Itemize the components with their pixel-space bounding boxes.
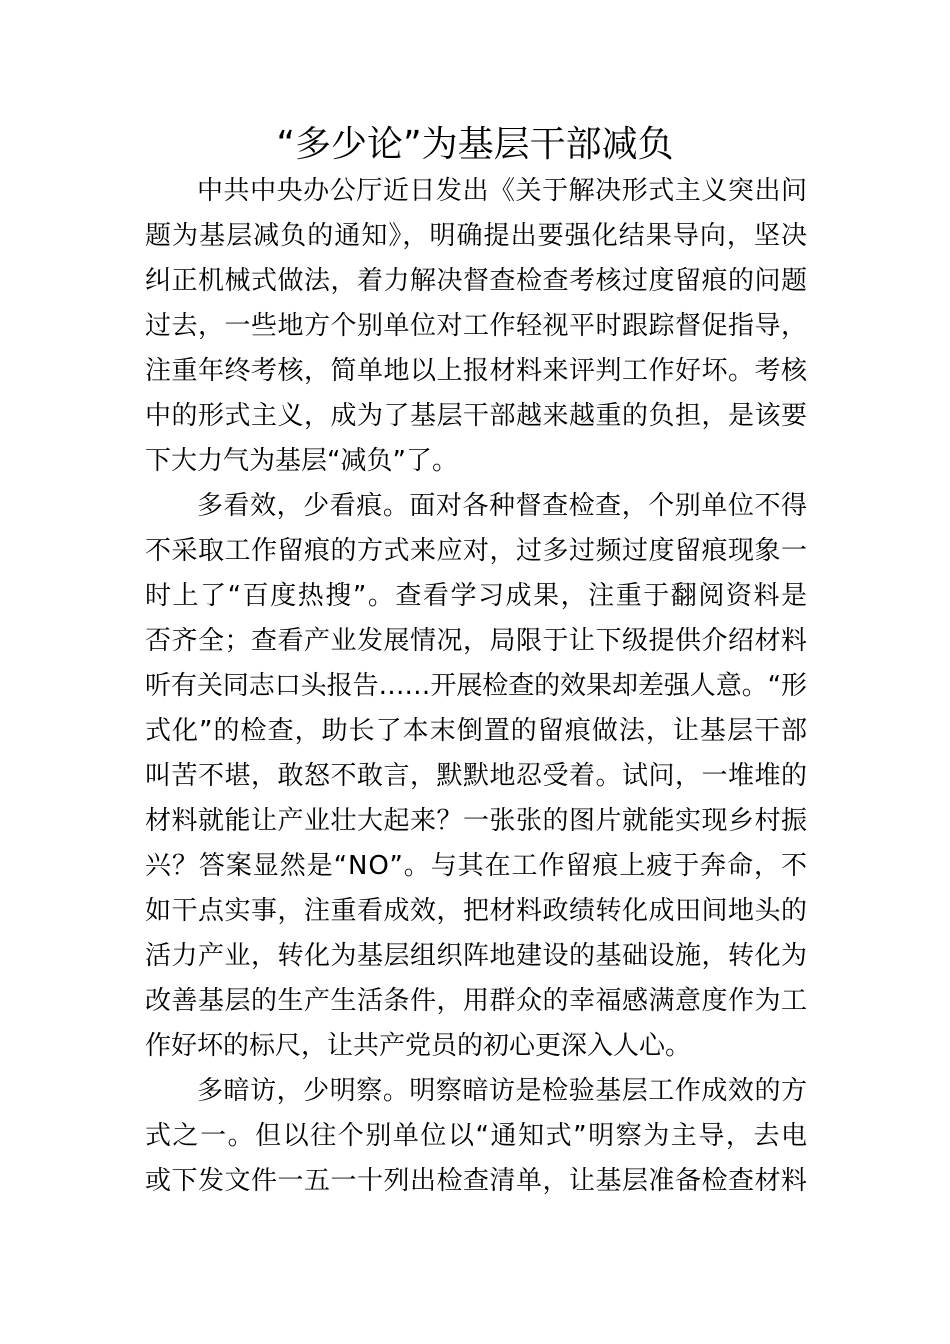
text-line (145, 1114, 807, 1159)
line-text: 式之一。但以往个别单位以“通知式”明察为主导，去电 (145, 1121, 809, 1151)
text-line (145, 304, 807, 349)
text-line (145, 934, 807, 979)
text-line (145, 574, 807, 619)
line-text: 改善基层的生产生活条件，用群众的幸福感满意度作为工 (145, 986, 808, 1016)
text-line (145, 664, 807, 709)
line-text: 不采取工作留痕的方式来应对，过多过频过度留痕现象一 (145, 536, 808, 566)
text-line (145, 709, 807, 754)
text-line (145, 799, 807, 844)
text-line (145, 1069, 807, 1114)
line-text: 多看效，少看痕。面对各种督查检查，个别单位不得 (197, 491, 808, 521)
text-line (145, 754, 807, 799)
line-text: 纠正机械式做法，着力解决督查检查考核过度留痕的问题 (145, 266, 808, 296)
line-text: 材料就能让产业壮大起来？一张张的图片就能实现乡村振 (145, 806, 808, 836)
line-text: 注重年终考核，简单地以上报材料来评判工作好坏。考核 (145, 356, 808, 386)
line-text: 兴？答案显然是“NO”。与其在工作留痕上疲于奔命，不 (145, 851, 808, 881)
paragraph (145, 1069, 807, 1204)
line-text: 题为基层减负的通知》，明确提出要强化结果导向，坚决 (145, 221, 809, 251)
line-text: 下大力气为基层“减负”了。 (145, 446, 458, 476)
line-text: 中的形式主义，成为了基层干部越来越重的负担，是该要 (145, 401, 808, 431)
text-line (145, 889, 807, 934)
text-line (145, 1024, 807, 1069)
text-line (145, 844, 807, 889)
text-line (145, 484, 807, 529)
line-text: 过去，一些地方个别单位对工作轻视平时跟踪督促指导， (145, 311, 808, 341)
text-line (145, 1159, 807, 1204)
document-body (145, 169, 807, 1204)
line-text: 作好坏的标尺，让共产党员的初心更深入人心。 (145, 1031, 692, 1061)
text-line (145, 529, 807, 574)
paragraph (145, 169, 807, 484)
document-title: “多少论”为基层干部减负 (276, 124, 674, 165)
line-text: 中共中央办公厅近日发出《关于解决形式主义突出问 (197, 176, 808, 206)
text-line (145, 259, 807, 304)
paragraph (145, 484, 807, 1069)
text-line (145, 349, 807, 394)
line-text: 时上了“百度热搜”。查看学习成果，注重于翻阅资料是 (145, 581, 809, 611)
line-text: 活力产业，转化为基层组织阵地建设的基础设施，转化为 (145, 941, 808, 971)
line-text: 叫苦不堪，敢怒不敢言，默默地忍受着。试问，一堆堆的 (145, 761, 808, 791)
line-text: 听有关同志口头报告……开展检查的效果却差强人意。“形 (145, 671, 807, 701)
line-text: 或下发文件一五一十列出检查清单，让基层准备检查材料 (145, 1166, 808, 1196)
text-line (145, 394, 807, 439)
line-text: 如干点实事，注重看成效，把材料政绩转化成田间地头的 (145, 896, 808, 926)
text-line (145, 169, 807, 214)
text-line (145, 619, 807, 664)
line-text: 多暗访，少明察。明察暗访是检验基层工作成效的方 (197, 1076, 808, 1106)
text-line (145, 214, 807, 259)
line-text: 否齐全；查看产业发展情况，局限于让下级提供介绍材料 (145, 626, 808, 656)
line-text: 式化”的检查，助长了本末倒置的留痕做法，让基层干部 (145, 716, 809, 746)
text-line (145, 439, 807, 484)
text-line (145, 979, 807, 1024)
